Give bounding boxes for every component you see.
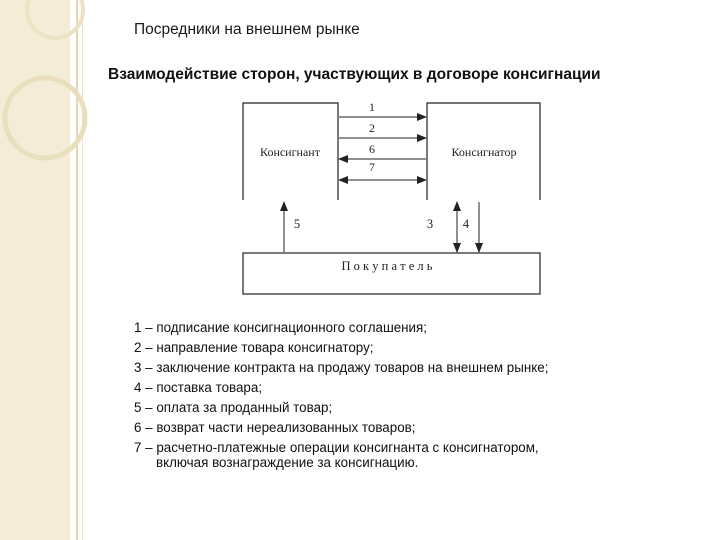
legend-item-2: 2 – направление товара консигнатору; — [134, 340, 374, 355]
arrow-label-2: 2 — [369, 121, 375, 135]
legend-item-4: 4 – поставка товара; — [134, 380, 263, 395]
arrow-label-5: 5 — [293, 217, 301, 231]
legend-item-5: 5 – оплата за проданный товар; — [134, 400, 333, 415]
legend-item-6: 6 – возврат части нереализованных товаров; — [134, 420, 416, 435]
buyer-label: П о к у п а т е л ь — [341, 259, 433, 273]
legend-item-7-continuation: включая вознаграждение за консигнацию. — [156, 455, 419, 470]
arrow-label-3: 3 — [426, 217, 434, 231]
legend — [134, 318, 548, 473]
legend-item-7: 7 – расчетно-платежные операции консигнанта с консигнатором, — [134, 440, 539, 455]
legend-item-3: 3 – заключение контракта на продажу товаров на внешнем рынке; — [134, 360, 549, 375]
arrow-label-7: 7 — [369, 160, 375, 174]
consignor-label: Консигнант — [260, 145, 320, 159]
arrow-label-6: 6 — [369, 142, 375, 156]
slide-title: Взаимодействие сторон, участвующих в договоре консигнации — [108, 66, 601, 83]
arrow-label-4: 4 — [462, 217, 470, 231]
arrow-label-1: 1 — [369, 100, 375, 114]
slide-header: Посредники на внешнем рынке — [134, 21, 360, 38]
consignee-label: Консигнатор — [451, 145, 517, 159]
legend-item-1: 1 – подписание консигнационного соглашения; — [134, 320, 427, 335]
